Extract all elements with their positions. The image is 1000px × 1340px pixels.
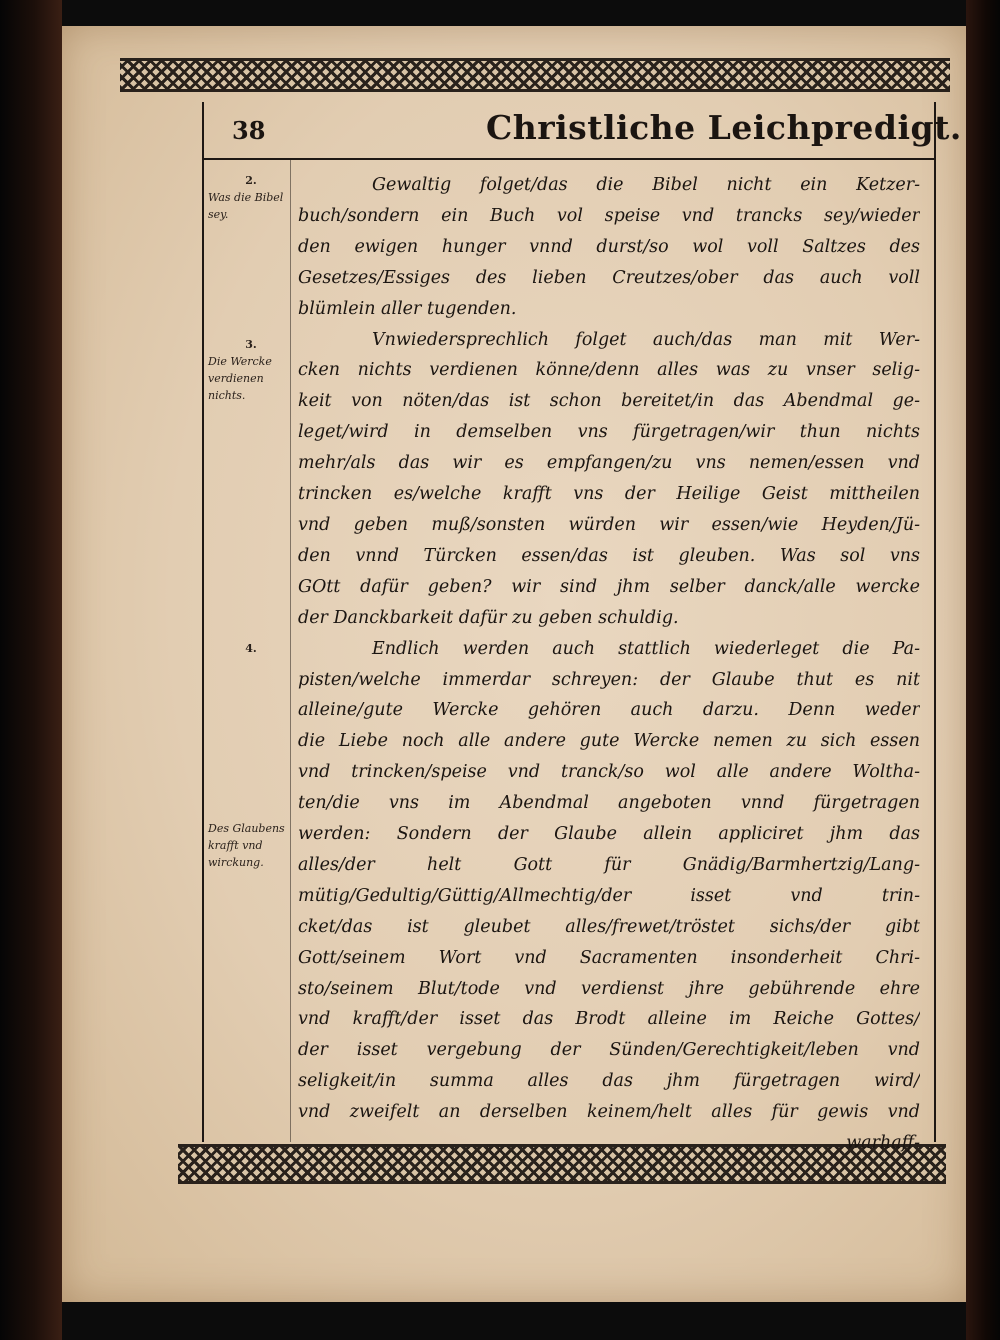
margin-note-number: 2. (245, 174, 257, 187)
margin-note-faith (208, 820, 294, 871)
text-line: GOtt dafür geben? wir sind jhm selber danck/alle wercke (298, 576, 920, 597)
margin-note-4 (208, 640, 294, 657)
text-line: ten/die vns im Abendmal angeboten vnnd fürgetragen (298, 793, 920, 814)
margin-note-number: 4. (245, 642, 257, 655)
text-line: werden: Sondern der Glaube allein appliciret jhm das (298, 824, 920, 845)
ornament-border-top (120, 58, 950, 92)
text-line: den vnnd Türcken essen/das ist gleuben. Was sol vns (298, 545, 920, 566)
text-line: die Liebe noch alle andere gute Wercke nemen zu sich essen (298, 731, 920, 752)
text-line: Gott/seinem Wort vnd Sacramenten insonderheit Chri- (298, 947, 920, 968)
text-line: blümlein aller tugenden. (298, 298, 517, 319)
right-frame-rule (934, 102, 936, 1142)
text-line: der Danckbarkeit dafür zu geben schuldig. (298, 607, 679, 628)
text-line: alleine/gute Wercke gehören auch darzu. Denn weder (298, 700, 920, 721)
text-line: den ewigen hunger vnnd durst/so wol voll Saltzes des (298, 236, 920, 257)
body-text (298, 170, 920, 1159)
text-line: sto/seinem Blut/tode vnd verdienst jhre gebührende ehre (298, 978, 920, 999)
text-line: der isset vergebung der Sünden/Gerechtigkeit/leben vnd (298, 1040, 920, 1061)
running-head: Christliche Leichpredigt. (486, 108, 962, 147)
margin-note-text: Des Glaubens krafft vnd wirckung. (208, 822, 285, 869)
text-line: seligkeit/in summa alles das jhm fürgetragen wird/ (298, 1071, 920, 1092)
text-line: Vnwiedersprechlich folget auch/das man mit Wer- (372, 329, 920, 350)
text-line: vnd zweifelt an derselben keinem/helt alles für gewis vnd (298, 1102, 920, 1123)
text-line: mütig/Gedultig/Güttig/Allmechtig/der isset vnd trin- (298, 885, 920, 906)
text-line: Gesetzes/Essiges des lieben Creutzes/ober das auch voll (298, 267, 920, 288)
text-line: trincken es/welche krafft vns der Heilige Geist mittheilen (298, 484, 920, 505)
left-frame-rule (202, 102, 204, 1142)
margin-note-2 (208, 172, 294, 223)
book-binding-left (0, 0, 62, 1340)
text-line: Endlich werden auch stattlich wiederleget die Pa- (372, 638, 920, 659)
catchword: warhaff- (846, 1133, 920, 1154)
margin-note-text: Die Wercke verdienen nichts. (208, 355, 272, 402)
text-line: keit von nöten/das ist schon bereitet/in das Abendmal ge- (298, 391, 920, 412)
margin-note-number: 3. (245, 338, 257, 351)
book-binding-right (966, 0, 1000, 1340)
text-line: pisten/welche immerdar schreyen: der Glaube thut es nit (298, 669, 920, 690)
text-line: vnd trincken/speise vnd tranck/so wol alle andere Woltha- (298, 762, 920, 783)
text-line: cket/das ist gleubet alles/frewet/tröstet sichs/der gibt (298, 916, 920, 937)
margin-note-3 (208, 336, 294, 404)
text-line: buch/sondern ein Buch vol speise vnd trancks sey/wieder (298, 205, 920, 226)
text-line: vnd krafft/der isset das Brodt alleine im Reiche Gottes/ (298, 1009, 920, 1030)
page-number: 38 (232, 116, 266, 145)
text-line: vnd geben muß/sonsten würden wir essen/wie Heyden/Jü- (298, 514, 920, 535)
text-line: Gewaltig folget/das die Bibel nicht ein Ketzer- (372, 175, 920, 195)
header-rule (202, 158, 934, 160)
text-line: cken nichts verdienen könne/denn alles was zu vnser selig- (298, 360, 920, 381)
margin-note-text: Was die Bibel sey. (208, 191, 284, 221)
text-line: alles/der helt Gott für Gnädig/Barmhertzig/Lang- (298, 854, 920, 875)
text-line: leget/wird in demselben vns fürgetragen/wir thun nichts (298, 422, 920, 443)
text-line: mehr/als das wir es empfangen/zu vns nemen/essen vnd (298, 453, 920, 474)
